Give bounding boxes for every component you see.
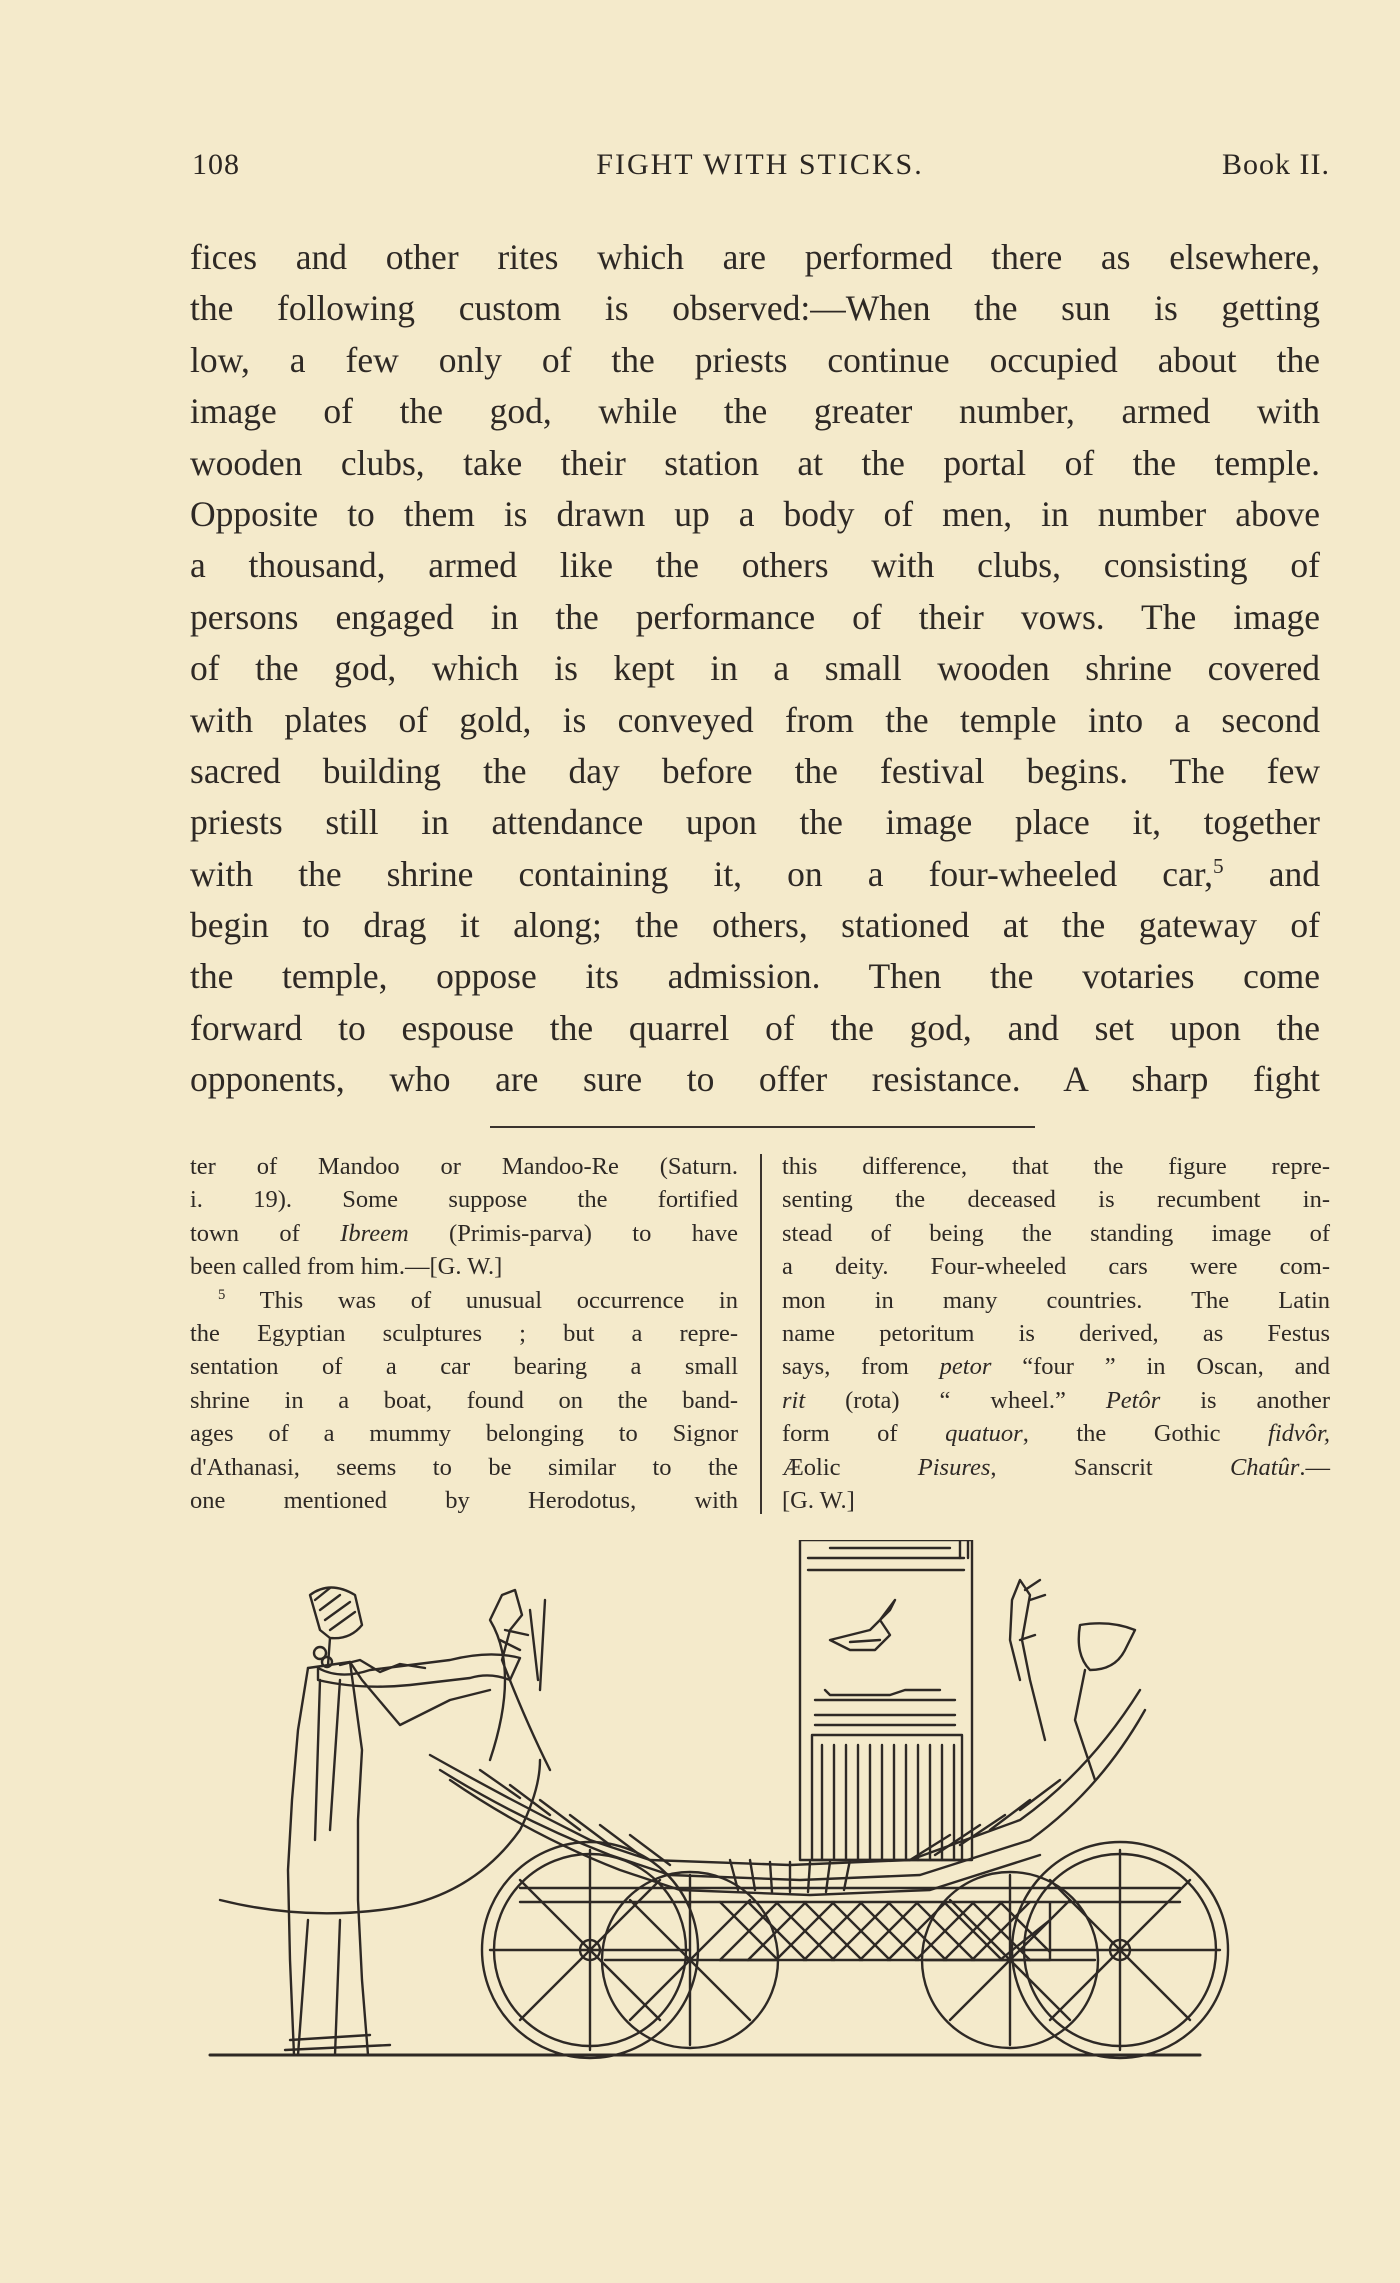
running-header (190, 148, 1330, 192)
footnote-line: Æolic Pisures, Sanscrit Chatûr.— (782, 1453, 1330, 1481)
footnotes (190, 1150, 1330, 1525)
footnote-line: d'Athanasi, seems to be similar to the (190, 1453, 738, 1481)
column-divider (760, 1154, 762, 1514)
footnote-line: ter of Mandoo or Mandoo-Re (Saturn. (190, 1153, 738, 1180)
shrine (800, 1540, 972, 1860)
footnote-line: [G. W.] (782, 1486, 855, 1514)
illustration-car-with-shrine (190, 1540, 1320, 2080)
footnote-line: name petoritum is derived, as Festus (782, 1319, 1330, 1347)
footnote-5-start: $^5$ This was of unusual occurrence in (218, 1286, 738, 1314)
running-title: FIGHT WITH STICKS. (596, 148, 924, 181)
priest-figure (220, 1588, 540, 2056)
body-line: fices and other rites which are performed there as elsewhere, (190, 237, 1320, 277)
offering-vessel (314, 1647, 520, 1687)
illustration-drawing (190, 1540, 1320, 2080)
body-line: priests still in attendance upon the image place it, together (190, 802, 1320, 843)
body-line: of the god, which is kept in a small wooden shrine covered (190, 648, 1320, 689)
footnote-line: i. 19). Some suppose the fortified (190, 1186, 738, 1214)
footnote-line: been called from him.—[G. W.] (190, 1253, 503, 1281)
footnote-reference[interactable]: 5 (1212, 853, 1224, 878)
body-line-text: with the shrine containing it, on a four-wheeled car, (190, 853, 1213, 894)
page-number: 108 (192, 148, 240, 181)
footnote-line: a deity. Four-wheeled cars were com- (782, 1253, 1330, 1281)
body-line: the temple, oppose its admission. Then the votaries come (190, 956, 1320, 997)
wheel-right-rear (922, 1872, 1098, 2048)
body-line: wooden clubs, take their station at the portal of the temple. (190, 442, 1320, 483)
body-line-tail: and (1223, 853, 1320, 894)
body-line: the following custom is observed:—When the sun is getting (190, 288, 1320, 329)
body-line: low, a few only of the priests continue occupied about the (190, 339, 1320, 380)
body-line: with plates of gold, is conveyed from the temple into a second (190, 699, 1320, 740)
footnote-line: shrine in a boat, found on the band- (190, 1386, 738, 1414)
boat-prow-left (490, 1590, 550, 1770)
footnote-line: town of Ibreem (Primis-parva) to have (190, 1219, 738, 1247)
footnote-line: mon in many countries. The Latin (782, 1286, 1330, 1314)
footnote-line: the Egyptian sculptures ; but a repre- (190, 1319, 738, 1347)
footnote-line: form of quatuor, the Gothic fidvôr, (782, 1420, 1330, 1448)
body-line-with-footnote (190, 849, 1320, 900)
body-line: persons engaged in the performance of their vows. The image (190, 596, 1320, 637)
body-line: sacred building the day before the festival begins. The few (190, 750, 1320, 791)
footnotes-right-column (782, 1150, 1330, 1517)
footnote-line: stead of being the standing image of (782, 1219, 1330, 1247)
body-line: a thousand, armed like the others with clubs, consisting of (190, 545, 1320, 586)
boat-prow-right (1010, 1580, 1135, 1780)
footnote-line: one mentioned by Herodotus, with (190, 1486, 738, 1514)
boat-hull (430, 1690, 1145, 1895)
body-line: opponents, who are sure to offer resistance. A sharp fight (190, 1059, 1320, 1100)
wheel-right-front (1012, 1842, 1228, 2058)
book-label: Book II. (1222, 148, 1330, 181)
footnote-rule (490, 1126, 1035, 1128)
footnote-line: senting the deceased is recumbent in- (782, 1186, 1330, 1214)
body-line: image of the god, while the greater number, armed with (190, 391, 1320, 432)
footnote-line: sentation of a car bearing a small (190, 1353, 738, 1381)
footnote-line: this difference, that the figure repre- (782, 1153, 1330, 1180)
footnote-line: says, from petor “four ” in Oscan, and (782, 1353, 1330, 1381)
footnote-line: rit (rota) “ wheel.” Petôr is another (782, 1386, 1330, 1414)
body-line: Opposite to them is drawn up a body of men, in number above (190, 493, 1320, 534)
body-text (190, 232, 1320, 1106)
body-line: begin to drag it along; the others, stationed at the gateway of (190, 905, 1320, 946)
footnote-line: ages of a mummy belonging to Signor (190, 1420, 738, 1448)
footnote-number: 5 (218, 1286, 226, 1303)
wheel-left-rear (602, 1872, 778, 2048)
body-line: forward to espouse the quarrel of the god, and set upon the (190, 1007, 1320, 1048)
footnotes-left-column (190, 1150, 738, 1517)
